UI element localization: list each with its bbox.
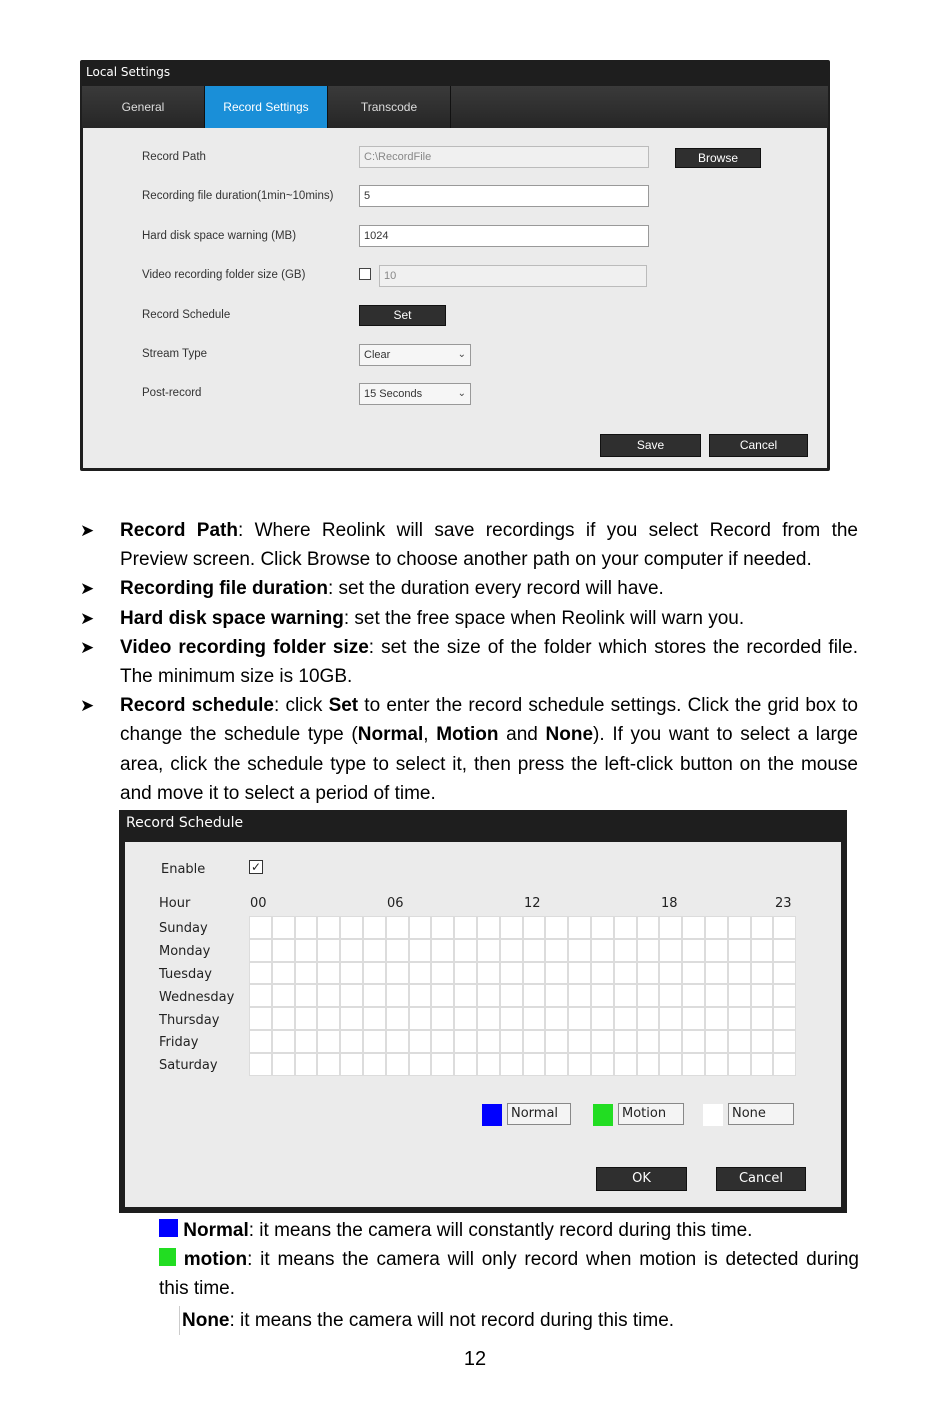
schedule-cell[interactable] — [317, 1007, 340, 1030]
stream-type-value: Clear — [364, 349, 391, 361]
legend-term: Normal — [183, 1220, 249, 1241]
day-label: Sunday — [159, 921, 208, 936]
schedule-cell[interactable] — [773, 962, 796, 985]
schedule-cell[interactable] — [340, 1007, 363, 1030]
schedule-panel — [125, 842, 841, 1207]
schedule-cell[interactable] — [409, 939, 432, 962]
folder-size-label: Video recording folder size (GB) — [142, 269, 306, 281]
bullet-text: ). If you want to select a large area, click the schedule type to select it, then press the left-click button on the mouse and move it to select a period of time. — [120, 724, 858, 804]
schedule-cell[interactable] — [568, 1053, 591, 1076]
schedule-cell[interactable] — [386, 916, 409, 939]
schedule-cell[interactable] — [751, 984, 774, 1007]
schedule-cell[interactable] — [568, 916, 591, 939]
schedule-cell[interactable] — [568, 962, 591, 985]
folder-size-field[interactable]: 10 — [379, 265, 647, 287]
schedule-cell[interactable] — [659, 984, 682, 1007]
cancel-button[interactable]: Cancel — [716, 1167, 806, 1191]
schedule-cell[interactable] — [386, 1007, 409, 1030]
schedule-cell[interactable] — [272, 939, 295, 962]
schedule-cell[interactable] — [363, 984, 386, 1007]
legend-text: : it means the camera will not record during this time. — [229, 1310, 675, 1331]
schedule-cell[interactable] — [477, 962, 500, 985]
tab-bar — [82, 86, 828, 128]
hour-tick: 12 — [524, 896, 541, 911]
schedule-cell[interactable] — [659, 1053, 682, 1076]
schedule-cell[interactable] — [545, 1030, 568, 1053]
schedule-cell[interactable] — [523, 916, 546, 939]
bullet-term: Video recording folder size — [120, 636, 369, 658]
post-record-label: Post-record — [142, 387, 202, 399]
schedule-cell[interactable] — [751, 1007, 774, 1030]
schedule-cell[interactable] — [477, 939, 500, 962]
chevron-down-icon: ⌄ — [457, 388, 466, 399]
enable-checkbox[interactable]: ✓ — [250, 860, 262, 874]
folder-size-checkbox[interactable] — [359, 268, 371, 280]
schedule-cell[interactable] — [317, 984, 340, 1007]
schedule-cell[interactable] — [614, 1053, 637, 1076]
hour-tick: 23 — [775, 896, 792, 911]
browse-button[interactable]: Browse — [675, 148, 761, 168]
schedule-cell[interactable] — [682, 1030, 705, 1053]
schedule-cell[interactable] — [340, 962, 363, 985]
schedule-cell[interactable] — [363, 1053, 386, 1076]
schedule-cell[interactable] — [682, 939, 705, 962]
normal-legend-button[interactable]: Normal — [507, 1103, 571, 1125]
schedule-cell[interactable] — [659, 939, 682, 962]
schedule-cell[interactable] — [340, 1053, 363, 1076]
schedule-cell[interactable] — [295, 1007, 318, 1030]
tab-general[interactable]: General — [82, 86, 205, 128]
schedule-cell[interactable] — [340, 984, 363, 1007]
schedule-cell[interactable] — [705, 1030, 728, 1053]
schedule-cell[interactable] — [317, 962, 340, 985]
schedule-cell[interactable] — [523, 1007, 546, 1030]
schedule-cell[interactable] — [705, 916, 728, 939]
day-label: Thursday — [159, 1013, 220, 1028]
bullet-term: Recording file duration — [120, 578, 328, 600]
motion-description — [159, 1245, 859, 1303]
stream-type-label: Stream Type — [142, 348, 207, 360]
schedule-cell[interactable] — [591, 1030, 614, 1053]
schedule-cell[interactable] — [637, 939, 660, 962]
schedule-cell[interactable] — [591, 962, 614, 985]
none-description — [179, 1306, 859, 1335]
arrow-bullet-icon: ➤ — [80, 637, 95, 657]
settings-panel — [83, 128, 827, 468]
schedule-cell[interactable] — [272, 1030, 295, 1053]
schedule-cell[interactable] — [249, 962, 272, 985]
schedule-cell[interactable] — [431, 916, 454, 939]
schedule-cell[interactable] — [545, 1053, 568, 1076]
schedule-cell[interactable] — [363, 916, 386, 939]
schedule-cell[interactable] — [454, 962, 477, 985]
schedule-cell[interactable] — [454, 1007, 477, 1030]
schedule-cell[interactable] — [728, 962, 751, 985]
schedule-cell[interactable] — [614, 1030, 637, 1053]
schedule-cell[interactable] — [568, 984, 591, 1007]
schedule-cell[interactable] — [659, 916, 682, 939]
schedule-label: Record Schedule — [142, 309, 231, 321]
schedule-cell[interactable] — [751, 916, 774, 939]
schedule-cell[interactable] — [523, 984, 546, 1007]
schedule-cell[interactable] — [682, 962, 705, 985]
schedule-cell[interactable] — [545, 916, 568, 939]
schedule-cell[interactable] — [386, 939, 409, 962]
schedule-cell[interactable] — [591, 1053, 614, 1076]
schedule-cell[interactable] — [637, 962, 660, 985]
schedule-cell[interactable] — [454, 939, 477, 962]
bullet-emphasis: None — [545, 724, 594, 746]
schedule-cell[interactable] — [454, 984, 477, 1007]
schedule-cell[interactable] — [614, 984, 637, 1007]
schedule-cell[interactable] — [363, 939, 386, 962]
schedule-cell[interactable] — [454, 1053, 477, 1076]
cancel-button[interactable]: Cancel — [709, 434, 808, 457]
schedule-cell[interactable] — [705, 984, 728, 1007]
list-item — [80, 633, 858, 691]
duration-field[interactable]: 5 — [359, 185, 649, 207]
schedule-cell[interactable] — [454, 1030, 477, 1053]
schedule-cell[interactable] — [431, 984, 454, 1007]
schedule-cell[interactable] — [751, 939, 774, 962]
schedule-cell[interactable] — [409, 916, 432, 939]
normal-description — [159, 1216, 859, 1245]
schedule-cell[interactable] — [568, 1030, 591, 1053]
window-title: Record Schedule — [126, 815, 244, 831]
bullet-term: Record schedule — [120, 695, 274, 717]
local-settings-window — [80, 60, 830, 471]
schedule-cell[interactable] — [523, 1053, 546, 1076]
arrow-bullet-icon: ➤ — [80, 696, 95, 716]
day-label: Tuesday — [159, 967, 212, 982]
schedule-cell[interactable] — [340, 1030, 363, 1053]
day-label: Friday — [159, 1035, 199, 1050]
bullet-emphasis: Motion — [436, 724, 499, 746]
schedule-cell[interactable] — [773, 1030, 796, 1053]
schedule-cell[interactable] — [386, 1053, 409, 1076]
schedule-cell[interactable] — [682, 984, 705, 1007]
schedule-cell[interactable] — [272, 1053, 295, 1076]
schedule-cell[interactable] — [637, 1053, 660, 1076]
motion-legend-button[interactable]: Motion — [618, 1103, 684, 1125]
disk-warning-label: Hard disk space warning (MB) — [142, 230, 297, 242]
schedule-cell[interactable] — [409, 962, 432, 985]
none-swatch[interactable] — [703, 1104, 723, 1126]
day-label: Monday — [159, 944, 211, 959]
schedule-cell[interactable] — [409, 1053, 432, 1076]
schedule-cell[interactable] — [386, 962, 409, 985]
motion-swatch[interactable] — [593, 1104, 613, 1126]
legend-text: : it means the camera will constantly record during this time. — [248, 1220, 753, 1241]
schedule-cell[interactable] — [477, 1030, 500, 1053]
schedule-cell[interactable] — [591, 984, 614, 1007]
save-button[interactable]: Save — [600, 434, 701, 457]
hour-tick: 18 — [661, 896, 678, 911]
schedule-cell[interactable] — [295, 1030, 318, 1053]
hour-tick: 06 — [387, 896, 404, 911]
green-square-icon — [159, 1248, 176, 1266]
schedule-cell[interactable] — [431, 1007, 454, 1030]
schedule-cell[interactable] — [363, 962, 386, 985]
schedule-cell[interactable] — [614, 939, 637, 962]
schedule-cell[interactable] — [728, 1053, 751, 1076]
schedule-cell[interactable] — [363, 1007, 386, 1030]
schedule-cell[interactable] — [659, 1030, 682, 1053]
bullet-list — [80, 516, 858, 808]
schedule-cell[interactable] — [705, 939, 728, 962]
legend-term: None — [182, 1310, 230, 1331]
schedule-cell[interactable] — [705, 962, 728, 985]
post-record-value: 15 Seconds — [364, 388, 423, 400]
blue-square-icon — [159, 1219, 178, 1237]
set-button[interactable]: Set — [359, 305, 446, 326]
bullet-term: Record Path — [120, 520, 238, 541]
schedule-cell[interactable] — [659, 962, 682, 985]
hour-tick: 00 — [250, 896, 267, 911]
schedule-cell[interactable] — [591, 1007, 614, 1030]
arrow-bullet-icon: ➤ — [80, 521, 95, 540]
bullet-emphasis: Set — [328, 695, 359, 717]
duration-label: Recording file duration(1min~10mins) — [142, 190, 334, 202]
schedule-cell[interactable] — [386, 1030, 409, 1053]
hour-label: Hour — [159, 896, 191, 911]
schedule-cell[interactable] — [728, 939, 751, 962]
schedule-cell[interactable] — [249, 1053, 272, 1076]
schedule-cell[interactable] — [637, 1007, 660, 1030]
schedule-cell[interactable] — [249, 916, 272, 939]
schedule-cell[interactable] — [500, 962, 523, 985]
none-legend-button[interactable]: None — [728, 1103, 794, 1125]
schedule-cell[interactable] — [773, 984, 796, 1007]
bullet-text: : set the duration every record will have. — [327, 578, 664, 600]
bullet-term: Hard disk space warning — [120, 607, 344, 629]
schedule-cell[interactable] — [523, 939, 546, 962]
schedule-cell[interactable] — [705, 1007, 728, 1030]
schedule-cell[interactable] — [659, 1007, 682, 1030]
schedule-cell[interactable] — [500, 916, 523, 939]
schedule-cell[interactable] — [409, 1030, 432, 1053]
schedule-cell[interactable] — [431, 939, 454, 962]
schedule-cell[interactable] — [317, 939, 340, 962]
schedule-grid[interactable] — [249, 916, 796, 1076]
schedule-cell[interactable] — [773, 1007, 796, 1030]
schedule-cell[interactable] — [317, 916, 340, 939]
record-path-label: Record Path — [142, 151, 206, 163]
schedule-cell[interactable] — [500, 1007, 523, 1030]
record-path-field[interactable]: C:\RecordFile — [359, 146, 649, 168]
schedule-cell[interactable] — [454, 916, 477, 939]
schedule-cell[interactable] — [249, 1030, 272, 1053]
schedule-cell[interactable] — [614, 1007, 637, 1030]
schedule-cell[interactable] — [523, 962, 546, 985]
schedule-cell[interactable] — [431, 962, 454, 985]
schedule-cell[interactable] — [295, 1053, 318, 1076]
schedule-cell[interactable] — [751, 1053, 774, 1076]
schedule-cell[interactable] — [500, 1053, 523, 1076]
schedule-cell[interactable] — [317, 1053, 340, 1076]
schedule-cell[interactable] — [295, 984, 318, 1007]
bullet-emphasis: Normal — [357, 724, 424, 746]
bullet-text: : Where Reolink will save recordings if you select Record from the Preview screen. Click Browse to choose another path on your computer if needed. — [120, 520, 858, 571]
tab-record-settings[interactable]: Record Settings — [205, 86, 328, 128]
schedule-cell[interactable] — [249, 939, 272, 962]
day-label: Saturday — [159, 1058, 218, 1073]
list-item — [80, 516, 858, 574]
arrow-bullet-icon: ➤ — [80, 579, 95, 599]
schedule-cell[interactable] — [614, 916, 637, 939]
schedule-cell[interactable] — [431, 1053, 454, 1076]
day-label: Wednesday — [159, 990, 235, 1005]
schedule-cell[interactable] — [545, 1007, 568, 1030]
list-item — [80, 574, 858, 603]
schedule-cell[interactable] — [249, 984, 272, 1007]
schedule-cell[interactable] — [728, 1007, 751, 1030]
schedule-cell[interactable] — [272, 984, 295, 1007]
schedule-cell[interactable] — [728, 984, 751, 1007]
schedule-cell[interactable] — [751, 962, 774, 985]
arrow-bullet-icon: ➤ — [80, 608, 95, 628]
schedule-cell[interactable] — [272, 1007, 295, 1030]
schedule-cell[interactable] — [705, 1053, 728, 1076]
schedule-cell[interactable] — [249, 1007, 272, 1030]
bullet-text: : click — [274, 695, 329, 717]
schedule-cell[interactable] — [728, 1030, 751, 1053]
chevron-down-icon: ⌄ — [457, 349, 466, 360]
schedule-cell[interactable] — [386, 984, 409, 1007]
schedule-cell[interactable] — [317, 1030, 340, 1053]
schedule-cell[interactable] — [773, 939, 796, 962]
schedule-cell[interactable] — [637, 916, 660, 939]
schedule-cell[interactable] — [637, 984, 660, 1007]
schedule-cell[interactable] — [409, 1007, 432, 1030]
legend-text: : it means the camera will only record when motion is detected during this time. — [159, 1249, 859, 1299]
schedule-cell[interactable] — [477, 1053, 500, 1076]
schedule-cell[interactable] — [773, 916, 796, 939]
schedule-cell[interactable] — [773, 1053, 796, 1076]
schedule-cell[interactable] — [409, 984, 432, 1007]
schedule-cell[interactable] — [340, 939, 363, 962]
bullet-text: , — [423, 724, 437, 746]
bullet-text: : set the size of the folder which stores the recorded file. The minimum size is 10GB. — [120, 636, 858, 688]
schedule-cell[interactable] — [568, 1007, 591, 1030]
schedule-cell[interactable] — [500, 984, 523, 1007]
schedule-cell[interactable] — [363, 1030, 386, 1053]
legend-term: motion — [183, 1249, 248, 1270]
schedule-cell[interactable] — [545, 939, 568, 962]
list-item — [80, 691, 858, 808]
schedule-cell[interactable] — [431, 1030, 454, 1053]
schedule-cell[interactable] — [295, 939, 318, 962]
post-record-select[interactable] — [359, 383, 471, 405]
schedule-cell[interactable] — [272, 962, 295, 985]
ok-button[interactable]: OK — [596, 1167, 687, 1191]
bullet-text: to enter the record schedule settings. Click the grid box to change the schedule type ( — [120, 695, 858, 746]
bullet-text: : set the free space when Reolink will warn you. — [343, 607, 745, 629]
schedule-cell[interactable] — [591, 939, 614, 962]
tab-transcode[interactable]: Transcode — [328, 86, 451, 128]
schedule-cell[interactable] — [340, 916, 363, 939]
schedule-cell[interactable] — [477, 916, 500, 939]
schedule-cell[interactable] — [682, 1053, 705, 1076]
schedule-cell[interactable] — [477, 984, 500, 1007]
schedule-cell[interactable] — [728, 916, 751, 939]
schedule-cell[interactable] — [591, 916, 614, 939]
schedule-cell[interactable] — [682, 1007, 705, 1030]
page-number: 12 — [463, 1348, 487, 1370]
bullet-text: and — [498, 724, 546, 746]
schedule-cell[interactable] — [682, 916, 705, 939]
schedule-cell[interactable] — [500, 1030, 523, 1053]
schedule-cell[interactable] — [568, 939, 591, 962]
schedule-cell[interactable] — [523, 1030, 546, 1053]
schedule-cell[interactable] — [500, 939, 523, 962]
schedule-cell[interactable] — [295, 916, 318, 939]
stream-type-select[interactable] — [359, 344, 471, 366]
disk-warning-field[interactable]: 1024 — [359, 225, 649, 247]
schedule-cell[interactable] — [477, 1007, 500, 1030]
schedule-cell[interactable] — [295, 962, 318, 985]
window-title: Local Settings — [86, 65, 171, 79]
schedule-cell[interactable] — [637, 1030, 660, 1053]
record-schedule-window — [119, 810, 847, 1213]
schedule-cell[interactable] — [545, 984, 568, 1007]
schedule-cell[interactable] — [614, 962, 637, 985]
list-item — [80, 604, 858, 633]
schedule-cell[interactable] — [751, 1030, 774, 1053]
schedule-cell[interactable] — [272, 916, 295, 939]
schedule-cell[interactable] — [545, 962, 568, 985]
normal-swatch[interactable] — [482, 1104, 502, 1126]
enable-label: Enable — [161, 862, 206, 877]
